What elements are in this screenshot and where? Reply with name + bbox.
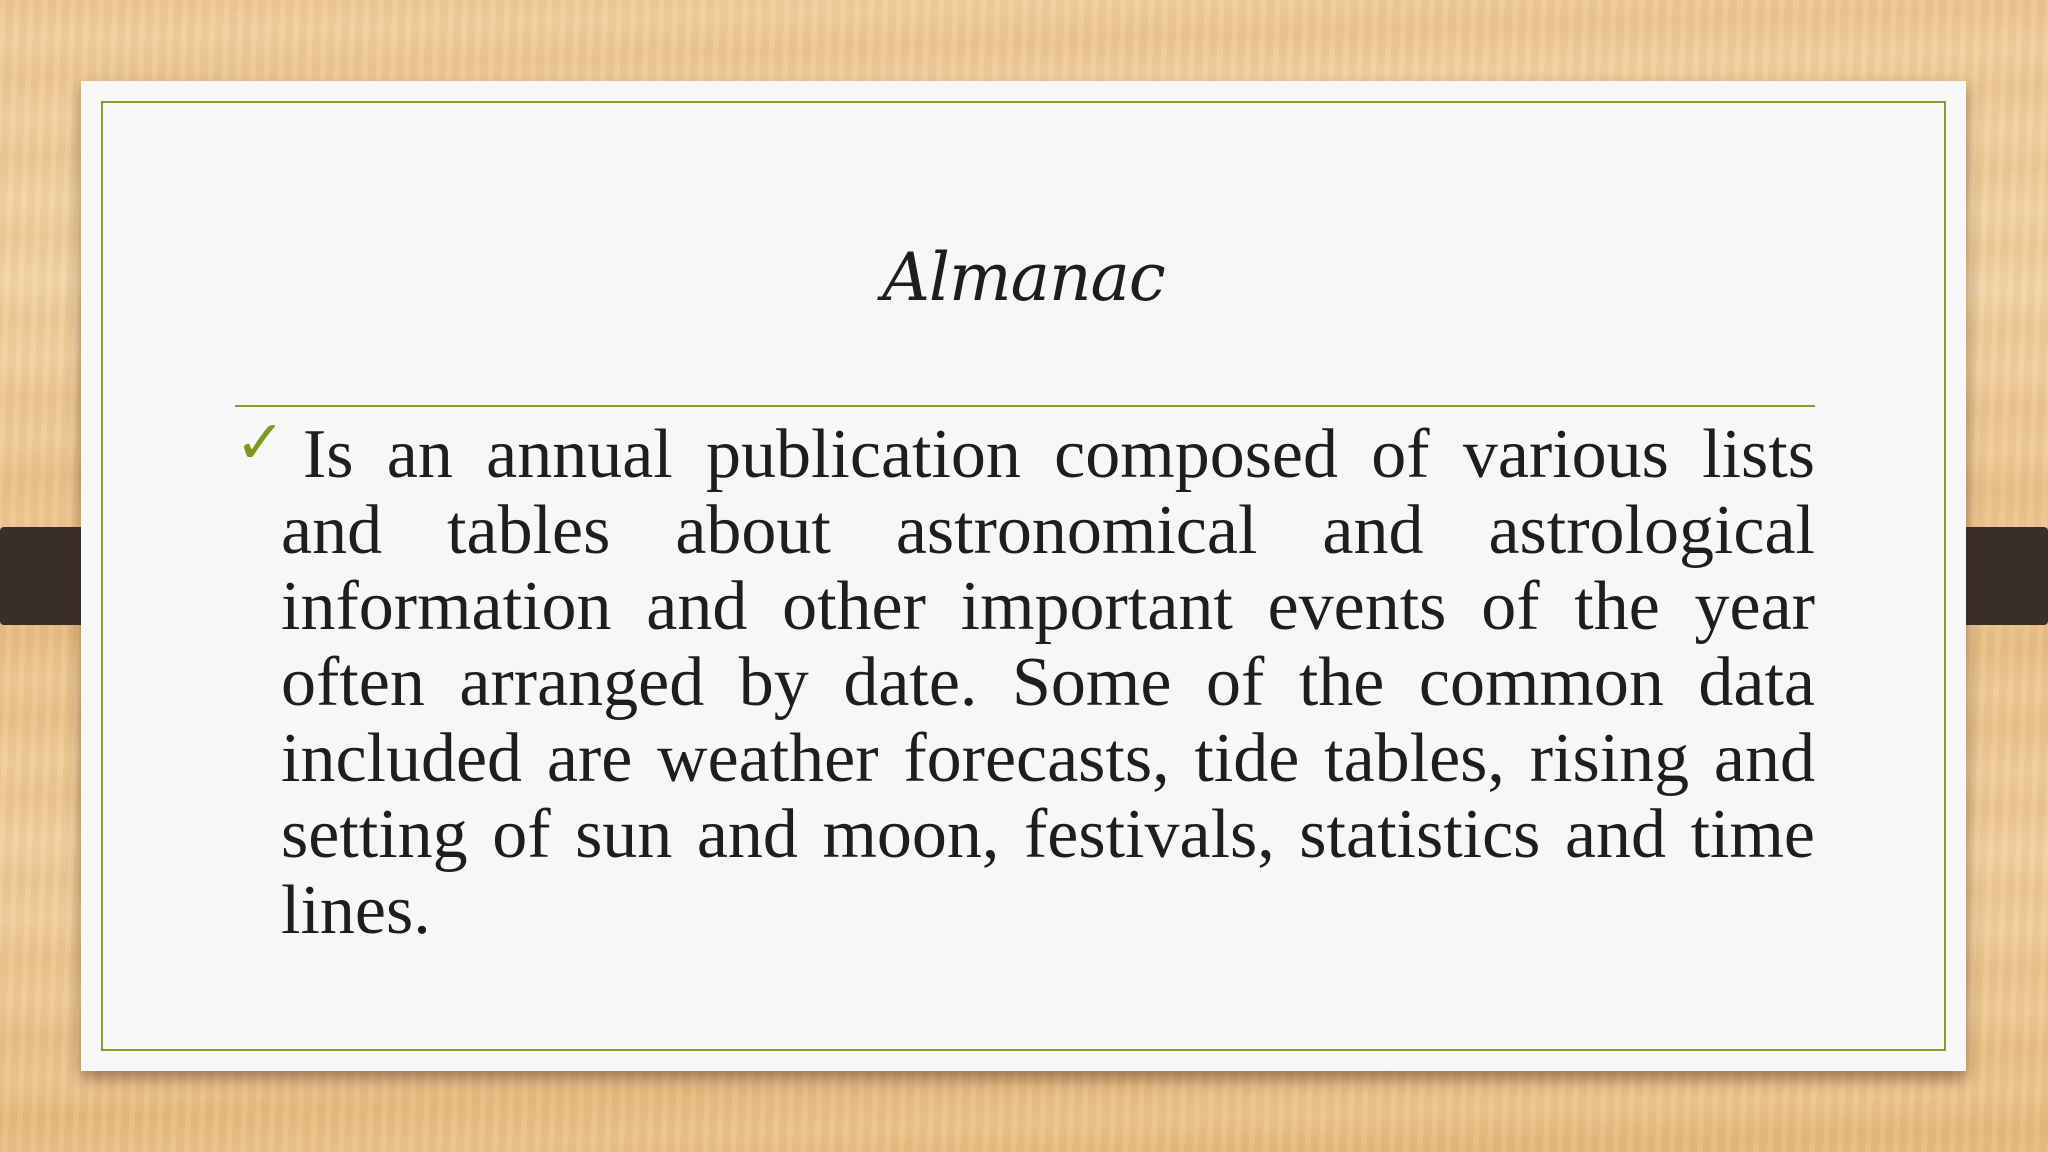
- slide-card: [81, 81, 1966, 1071]
- bullet-text: Is an annual publication composed of various lists and tables about astronomical and astrological information and other important events of the year often arranged by date. Some of the common data included are weather forecasts, tide tables, rising and setting of sun and moon, festivals, statistics and time lines.: [281, 416, 1815, 949]
- checkmark-icon: ✓: [235, 408, 286, 478]
- title-divider: [235, 405, 1815, 407]
- slide-title: Almanac: [882, 239, 1165, 316]
